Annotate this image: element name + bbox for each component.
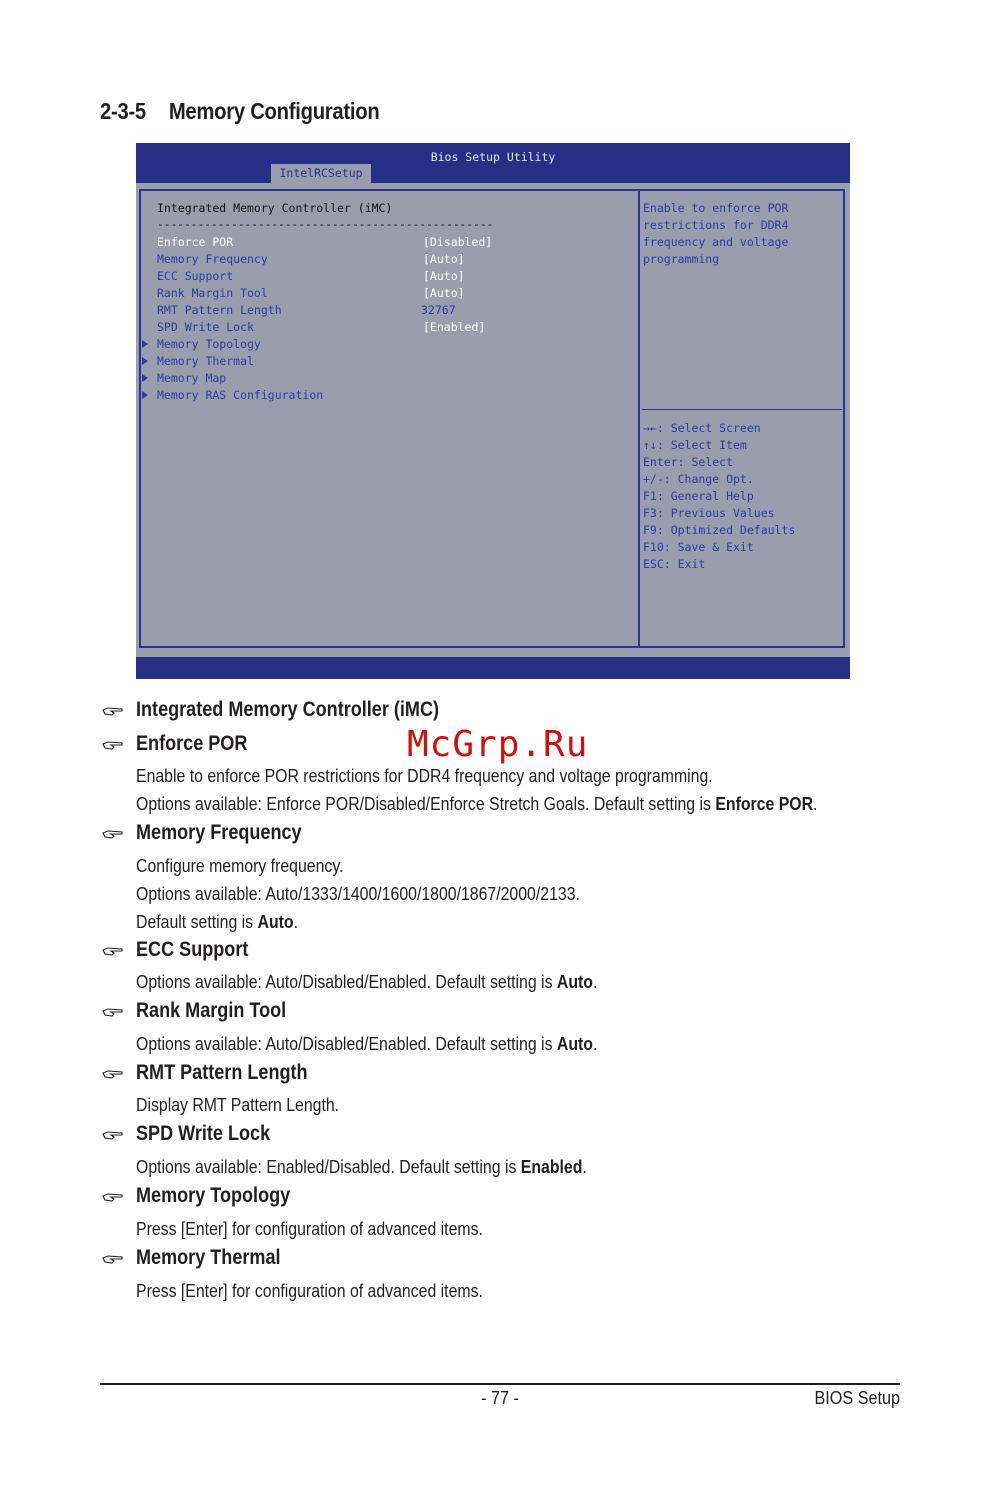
- entry-title-spd-write-lock: SPD Write Lock: [136, 1122, 271, 1145]
- bios-item-rmt-pattern-length: RMT Pattern Length: [157, 303, 282, 317]
- pointing-hand-icon: [102, 1068, 124, 1080]
- entry-title-memory-thermal: Memory Thermal: [136, 1246, 281, 1269]
- key-hint-enter: Enter: Select: [643, 455, 734, 469]
- bios-value-enforce-por[interactable]: [Disabled]: [423, 235, 493, 249]
- bios-screenshot: [136, 143, 850, 679]
- entry-title-memory-frequency: Memory Frequency: [136, 821, 302, 844]
- page-number: - 77 -: [481, 1388, 519, 1408]
- bios-submenu-memory-topology[interactable]: Memory Topology: [157, 337, 261, 351]
- memory-frequency-default: Default setting is Auto.: [136, 912, 298, 932]
- entry-title-rank-margin-tool: Rank Margin Tool: [136, 999, 287, 1022]
- section-number: 2-3-5: [100, 98, 146, 124]
- ecc-support-options: Options available: Auto/Disabled/Enabled. Default setting is Auto.: [136, 972, 598, 992]
- bios-heading: Integrated Memory Controller (iMC): [157, 201, 393, 215]
- help-text-line: restrictions for DDR4: [643, 218, 789, 232]
- help-text-line: programming: [643, 252, 720, 266]
- key-hint-f1: F1: General Help: [643, 489, 754, 503]
- help-text-line: frequency and voltage: [643, 235, 789, 249]
- pointing-hand-icon: [102, 1191, 124, 1203]
- bios-value-ecc-support[interactable]: [Auto]: [423, 269, 465, 283]
- bios-submenu-memory-map[interactable]: Memory Map: [157, 371, 227, 385]
- pointing-hand-icon: [102, 1253, 124, 1265]
- memory-frequency-options: Options available: Auto/1333/1400/1600/1800/1867/2000/2133.: [136, 884, 580, 904]
- pointing-hand-icon: [102, 705, 124, 717]
- rmt-pattern-length-description: Display RMT Pattern Length.: [136, 1095, 340, 1115]
- pointing-hand-icon: [102, 828, 124, 840]
- footer-section-name: BIOS Setup: [814, 1388, 900, 1408]
- key-hint-select-screen: →←: Select Screen: [643, 421, 761, 435]
- entry-title-enforce-por: Enforce POR: [136, 732, 248, 755]
- bios-item-ecc-support[interactable]: ECC Support: [157, 269, 234, 283]
- bios-separator: --------------------------------------------------: [157, 217, 494, 231]
- submenu-arrow-icon: [142, 391, 148, 399]
- bios-footer-bar: [136, 657, 850, 679]
- memory-topology-description: Press [Enter] for configuration of advanced items.: [136, 1219, 483, 1239]
- entry-title-memory-topology: Memory Topology: [136, 1184, 291, 1207]
- watermark: McGrp.Ru: [407, 724, 589, 765]
- key-hint-f10: F10: Save & Exit: [643, 540, 754, 554]
- spd-write-lock-options: Options available: Enabled/Disabled. Default setting is Enabled.: [136, 1157, 587, 1177]
- rank-margin-tool-options: Options available: Auto/Disabled/Enabled. Default setting is Auto.: [136, 1034, 598, 1054]
- footer-rule: [100, 1383, 900, 1385]
- bios-value-rmt-pattern-length: 32767: [421, 303, 456, 317]
- pointing-hand-icon: [102, 739, 124, 751]
- bios-item-rank-margin-tool[interactable]: Rank Margin Tool: [157, 286, 268, 300]
- bios-value-spd-write-lock[interactable]: [Enabled]: [423, 320, 486, 334]
- key-hint-f9: F9: Optimized Defaults: [643, 523, 796, 537]
- submenu-arrow-icon: [142, 340, 148, 348]
- entry-title-ecc-support: ECC Support: [136, 938, 249, 961]
- bios-submenu-memory-ras[interactable]: Memory RAS Configuration: [157, 388, 324, 402]
- bios-item-enforce-por[interactable]: Enforce POR: [157, 235, 234, 249]
- bios-item-memory-frequency[interactable]: Memory Frequency: [157, 252, 268, 266]
- enforce-por-description: Enable to enforce POR restrictions for DDR4 frequency and voltage programming.: [136, 766, 713, 786]
- submenu-arrow-icon: [142, 357, 148, 365]
- section-title: [100, 98, 379, 125]
- pointing-hand-icon: [102, 945, 124, 957]
- pointing-hand-icon: [102, 1006, 124, 1018]
- help-separator: [642, 409, 842, 410]
- bios-submenu-memory-thermal[interactable]: Memory Thermal: [157, 354, 254, 368]
- submenu-arrow-icon: [142, 374, 148, 382]
- key-hint-change-opt: +/-: Change Opt.: [643, 472, 754, 486]
- key-hint-esc: ESC: Exit: [643, 557, 706, 571]
- bios-divider: [638, 189, 640, 648]
- bios-item-spd-write-lock[interactable]: SPD Write Lock: [157, 320, 254, 334]
- bios-value-rank-margin-tool[interactable]: [Auto]: [423, 286, 465, 300]
- bios-value-memory-frequency[interactable]: [Auto]: [423, 252, 465, 266]
- pointing-hand-icon: [102, 1129, 124, 1141]
- memory-frequency-description: Configure memory frequency.: [136, 856, 344, 876]
- help-text-line: Enable to enforce POR: [643, 201, 789, 215]
- tab-intelrcsetup[interactable]: IntelRCSetup: [271, 164, 371, 183]
- bios-title: Bios Setup Utility: [430, 150, 556, 164]
- memory-thermal-description: Press [Enter] for configuration of advanced items.: [136, 1281, 483, 1301]
- key-hint-f3: F3: Previous Values: [643, 506, 775, 520]
- entry-title-rmt-pattern-length: RMT Pattern Length: [136, 1061, 308, 1084]
- enforce-por-options: Options available: Enforce POR/Disabled/Enforce Stretch Goals. Default setting is Enforce POR.: [136, 794, 818, 814]
- entry-title-imc: Integrated Memory Controller (iMC): [136, 698, 440, 721]
- section-name: Memory Configuration: [168, 98, 380, 124]
- key-hint-select-item: ↑↓: Select Item: [643, 438, 747, 452]
